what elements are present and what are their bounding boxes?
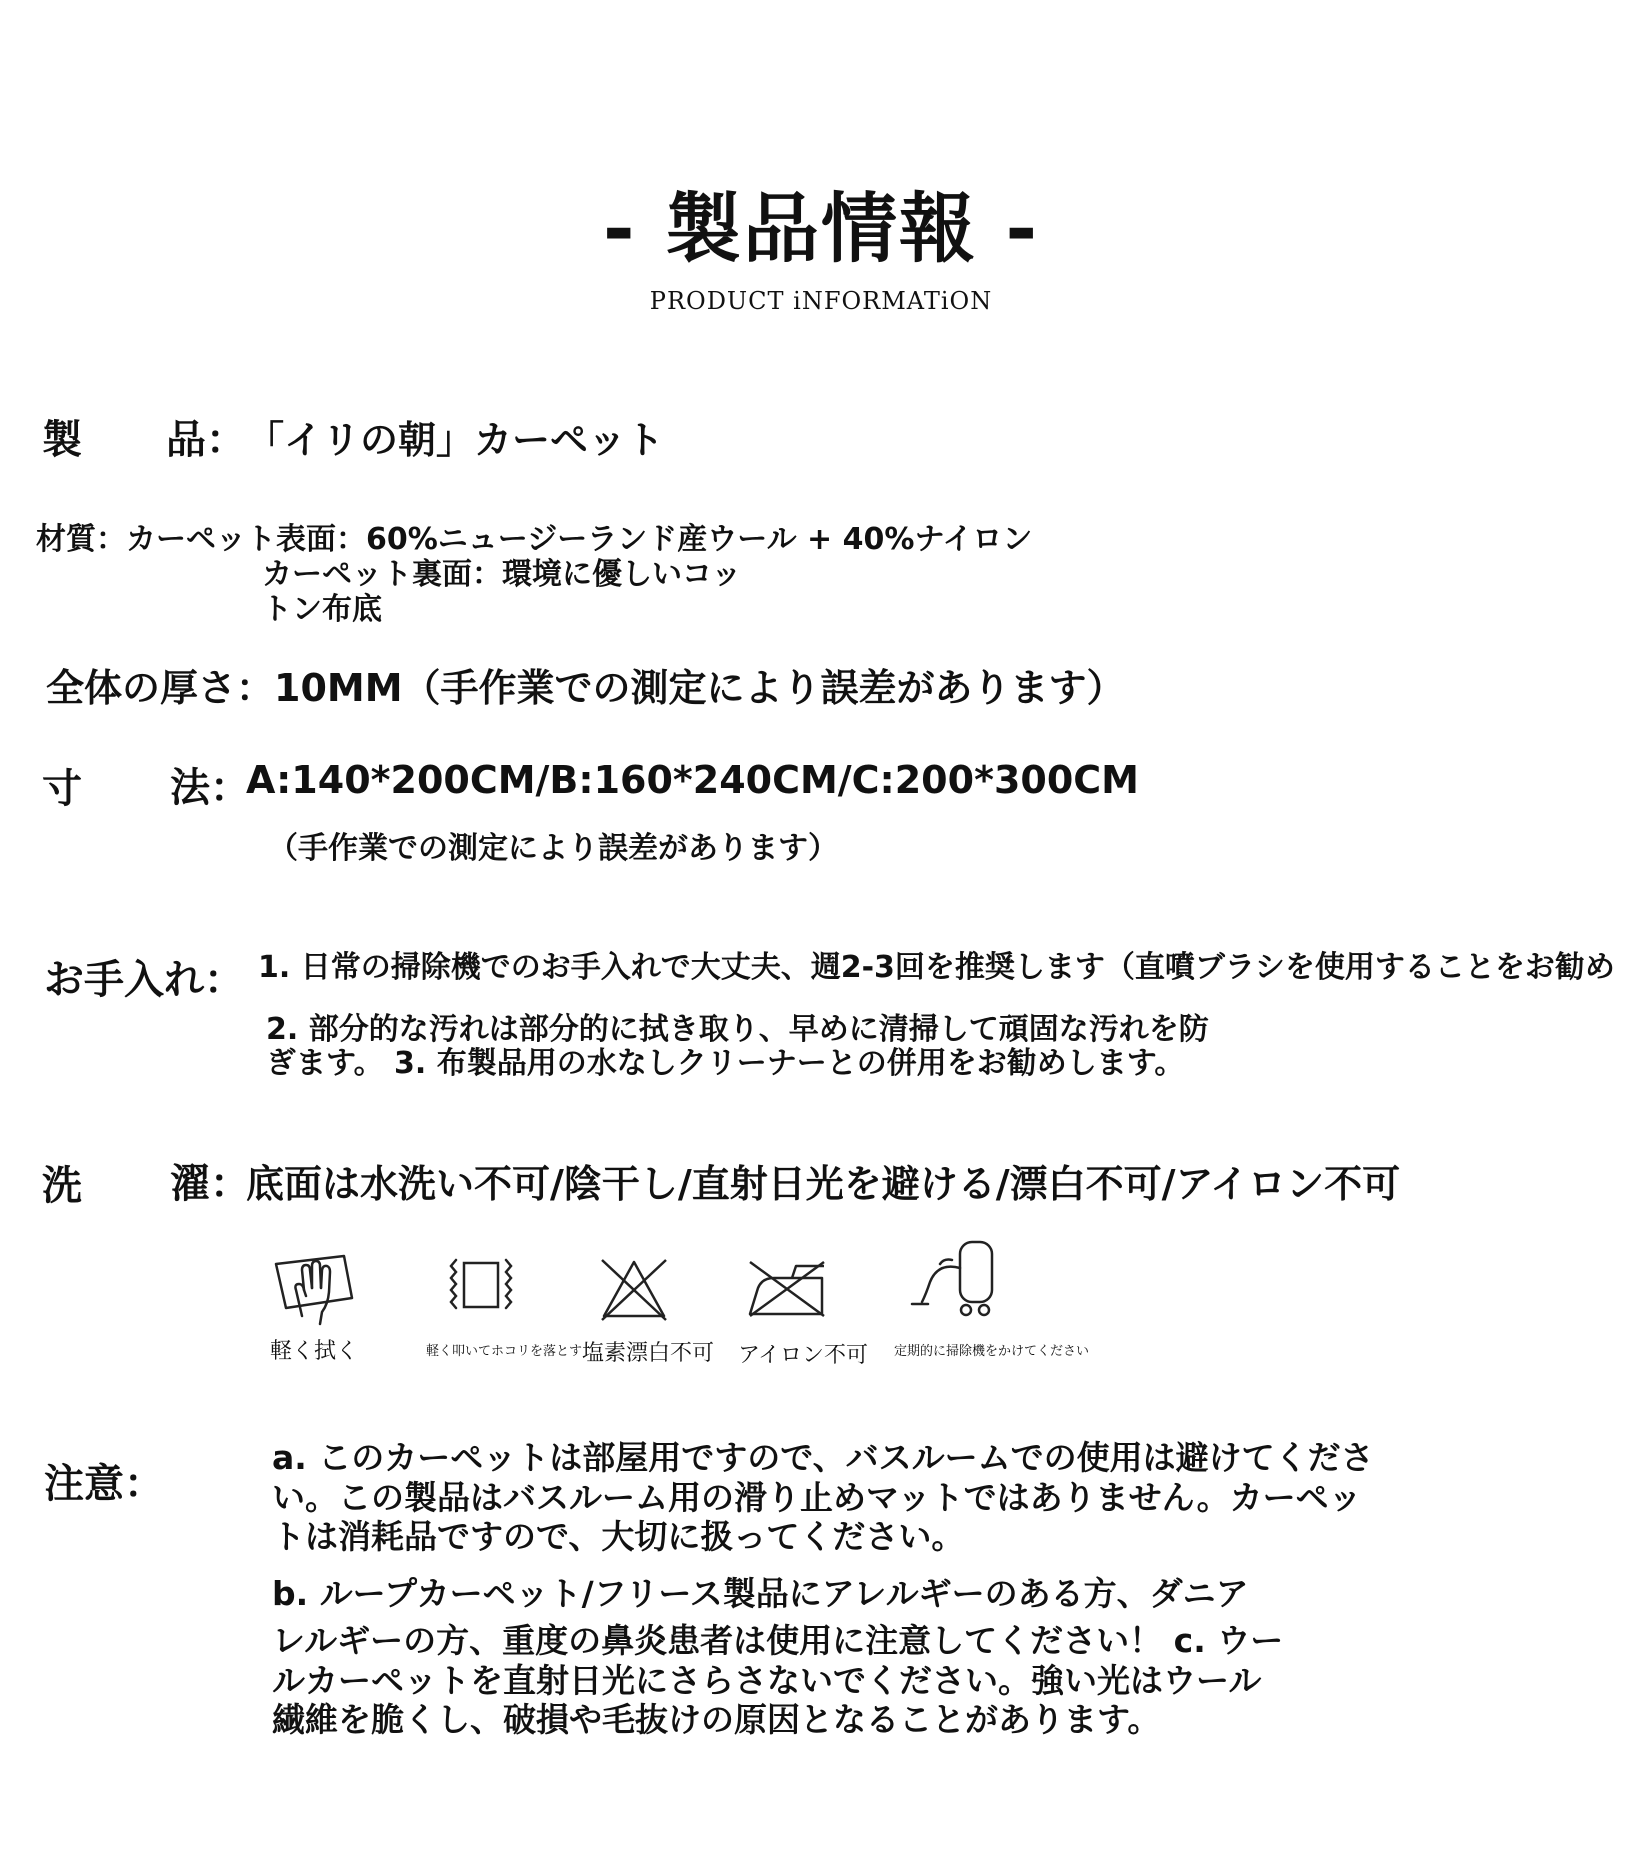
material-line-3: トン布底 [262,592,382,627]
size-label-second: 法： [170,765,250,811]
page-title: - 製品情報 - [602,184,1039,273]
no-iron-icon [744,1254,830,1320]
product-label-second: 品： [166,417,246,463]
notice-label: 注意： [44,1461,164,1507]
washing-label-first: 洗 [42,1163,82,1209]
page-subtitle: PRODUCT iNFORMATiON [649,287,993,315]
notice-a-line-2: い。この製品はバスルーム用の滑り止めマットではありません。カーペッ [272,1478,1362,1517]
no-bleach-caption: 塩素漂白不可 [582,1341,715,1366]
notice-a-line-1: a. このカーペットは部屋用ですので、バスルームでの使用は避けてくださ [272,1438,1374,1477]
size-label-first: 寸 [42,766,82,812]
tap-dust-caption: 軽く叩いてホコリを落とす [426,1344,583,1359]
care-line-2: 2. 部分的な汚れは部分的に拭き取り、早めに清掃して頑固な汚れを防 [266,1012,1209,1047]
notice-b-line-1: b. ループカーペット/フリース製品にアレルギーのある方、ダニア [272,1574,1249,1613]
notice-b-line-2: レルギーの方、重度の鼻炎患者は使用に注意してください！ c. ウー [272,1621,1284,1660]
size-value: A:140*200CM/B:160*240CM/C:200*300CM [246,758,1139,802]
notice-b-line-3: ルカーペットを直射日光にさらさないでください。強い光はウール [272,1661,1262,1700]
vacuum-icon [904,1238,998,1320]
no-iron-caption: アイロン不可 [738,1343,869,1368]
material-line-1: 材質：カーペット表面：60%ニュージーランド産ウール + 40%ナイロン [36,522,1033,557]
care-line-1: 1. 日常の掃除機でのお手入れで大丈夫、週2-3回を推奨します（直噴ブラシを使用することをお勧め [258,950,1615,985]
product-label-first: 製 [42,417,82,463]
notice-b-line-4: 繊維を脆くし、破損や毛抜けの原因となることがあります。 [272,1700,1161,1739]
product-value: 「イリの朝」カーペット [246,418,665,462]
washing-value: 底面は水洗い不可/陰干し/直射日光を避ける/漂白不可/アイロン不可 [246,1162,1401,1206]
hand-wipe-icon [268,1246,358,1326]
size-note: （手作業での測定により誤差があります） [268,831,838,866]
washing-label-second: 濯： [170,1161,250,1207]
thickness-text: 全体の厚さ：10MM（手作業での測定により誤差があります） [46,666,1125,710]
care-line-3: ぎます。 3. 布製品用の水なしクリーナーとの併用をお勧めします。 [266,1046,1185,1081]
hand-wipe-caption: 軽く拭く [270,1339,359,1364]
material-line-2: カーペット裏面：環境に優しいコッ [262,557,742,592]
care-label: お手入れ： [44,957,244,1003]
notice-a-line-3: トは消耗品ですので、大切に扱ってください。 [272,1517,965,1556]
tap-dust-icon [444,1256,518,1316]
vacuum-caption: 定期的に掃除機をかけてください [894,1344,1090,1359]
no-bleach-icon [596,1254,672,1322]
